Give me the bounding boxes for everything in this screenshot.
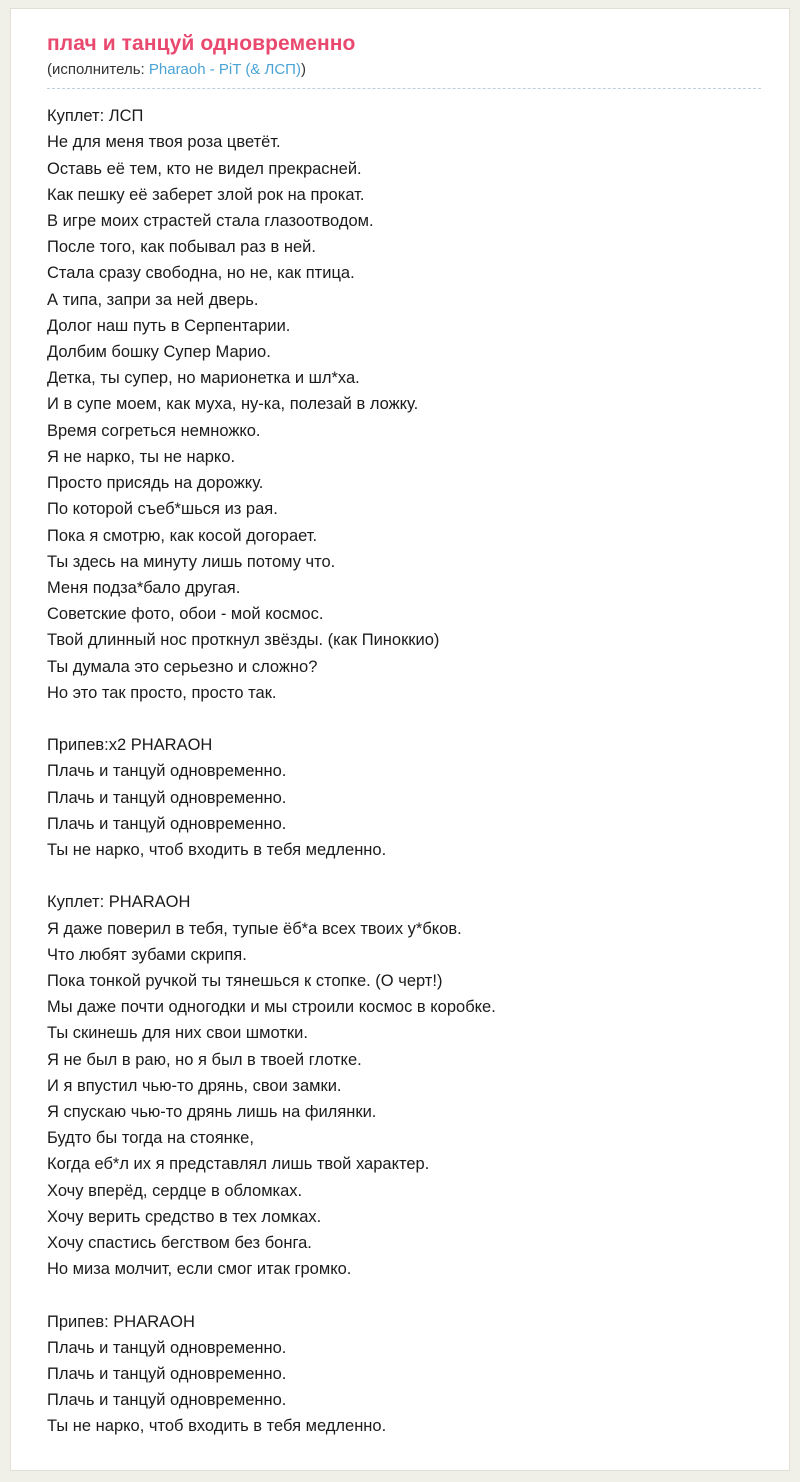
lyrics-line: Хочу спастись бегством без бонга. <box>47 1233 312 1252</box>
lyrics-line: И я впустил чью-то дрянь, свои замки. <box>47 1076 342 1095</box>
lyrics-line: И в супе моем, как муха, ну-ка, полезай в ложку. <box>47 395 419 414</box>
lyrics-line: Время согреться немножко. <box>47 421 261 440</box>
performer-prefix: (исполнитель: <box>47 61 149 79</box>
lyrics-line: Долог наш путь в Серпентарии. <box>47 316 291 335</box>
artist-link[interactable]: Pharaoh - PiT (& ЛСП) <box>148 61 301 79</box>
lyrics-line: В игре моих страстей стала глазоотводом. <box>47 212 374 231</box>
lyrics-line: Плачь и танцуй одновременно. <box>47 1364 287 1383</box>
lyrics-line: Плачь и танцуй одновременно. <box>47 1391 287 1410</box>
lyrics-blank-line <box>47 1282 761 1308</box>
lyrics-line: Как пешку её заберет злой рок на прокат. <box>47 185 365 204</box>
lyrics-line: Оставь её тем, кто не видел прекрасней. <box>47 159 362 178</box>
lyrics-line: Я не нарко, ты не нарко. <box>47 447 236 466</box>
lyrics-line: Плачь и танцуй одновременно. <box>47 762 287 781</box>
lyrics-line: Куплет: PHARAOH <box>47 893 191 912</box>
lyrics-line: Твой длинный нос проткнул звёзды. (как Пиноккио) <box>47 631 440 650</box>
lyrics-line: Хочу верить средство в тех ломках. <box>47 1207 322 1226</box>
lyrics-line: Что любят зубами скрипя. <box>47 945 247 964</box>
lyrics-line: Стала сразу свободна, но не, как птица. <box>47 264 355 283</box>
artist-line <box>47 61 761 89</box>
page-title: плач и танцуй одновременно <box>47 32 356 55</box>
lyrics-sheet <box>10 8 790 1471</box>
lyrics-line: Но миза молчит, если смог итак громко. <box>47 1260 352 1279</box>
lyrics-line: Я спускаю чью-то дрянь лишь на филянки. <box>47 1102 377 1121</box>
lyrics-line: Детка, ты супер, но марионетка и шл*ха. <box>47 369 360 388</box>
lyrics-line: Куплет: ЛСП <box>47 107 144 126</box>
lyrics-line: Пока я смотрю, как косой догорает. <box>47 526 318 545</box>
lyrics-line: Ты думала это серьезно и сложно? <box>47 657 318 676</box>
lyrics-line: Будто бы тогда на стоянке, <box>47 1129 254 1148</box>
lyrics-line: Пока тонкой ручкой ты тянешься к стопке. (О черт!) <box>47 971 443 990</box>
lyrics-line: Меня подза*бало другая. <box>47 578 241 597</box>
lyrics-line: Долбим бошку Супер Марио. <box>47 343 271 362</box>
lyrics-line: Припев: PHARAOH <box>47 1312 195 1331</box>
lyrics-line: Ты здесь на минуту лишь потому что. <box>47 552 336 571</box>
lyrics-line: Мы даже почти одногодки и мы строили космос в коробке. <box>47 998 496 1017</box>
lyrics-line: Припев:х2 PHARAOH <box>47 736 213 755</box>
lyrics-line: Плачь и танцуй одновременно. <box>47 1338 287 1357</box>
lyrics-line: А типа, запри за ней дверь. <box>47 290 259 309</box>
lyrics-line: Ты скинешь для них свои шмотки. <box>47 1024 308 1043</box>
lyrics-line: Когда еб*л их я представлял лишь твой характер. <box>47 1155 430 1174</box>
lyrics-line: Я даже поверил в тебя, тупые ёб*а всех твоих у*бков. <box>47 919 462 938</box>
lyrics-line: Ты не нарко, чтоб входить в тебя медленно. <box>47 840 387 859</box>
lyrics-line: Хочу вперёд, сердце в обломках. <box>47 1181 303 1200</box>
lyrics-line: Советские фото, обои - мой космос. <box>47 605 324 624</box>
lyrics-line: По которой съеб*шься из рая. <box>47 500 278 519</box>
lyrics-body <box>47 103 761 1439</box>
lyrics-line: После того, как побывал раз в ней. <box>47 238 316 257</box>
lyrics-line: Плачь и танцуй одновременно. <box>47 788 287 807</box>
lyrics-line: Ты не нарко, чтоб входить в тебя медленно. <box>47 1417 387 1436</box>
lyrics-blank-line <box>47 706 761 732</box>
lyrics-line: Но это так просто, просто так. <box>47 683 277 702</box>
lyrics-line: Просто присядь на дорожку. <box>47 474 264 493</box>
performer-suffix: ) <box>300 61 306 79</box>
lyrics-line: Я не был в раю, но я был в твоей глотке. <box>47 1050 362 1069</box>
lyrics-blank-line <box>47 863 761 889</box>
lyrics-line: Плачь и танцуй одновременно. <box>47 814 287 833</box>
lyrics-line: Не для меня твоя роза цветёт. <box>47 133 281 152</box>
